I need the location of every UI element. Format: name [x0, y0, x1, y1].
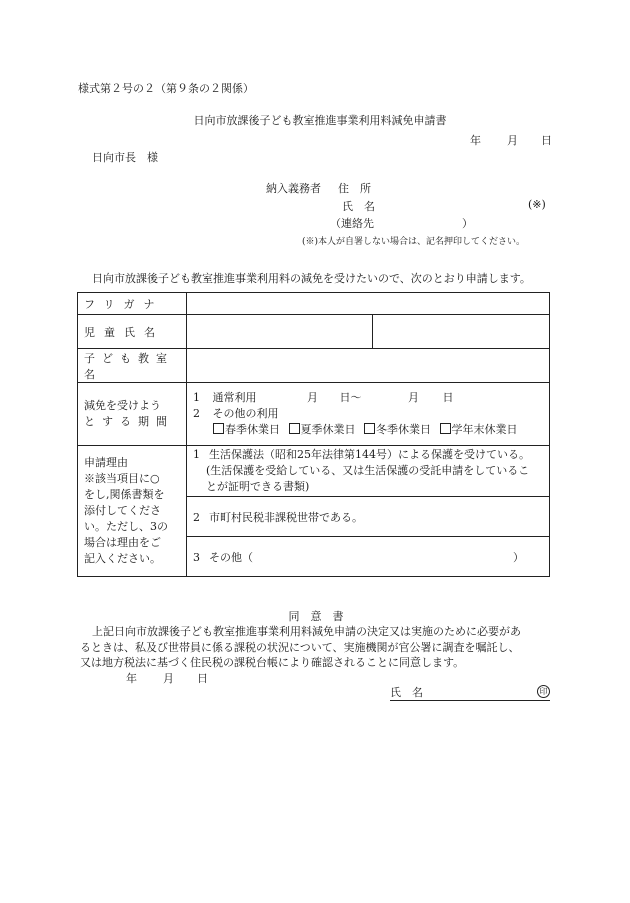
consent-day-label: 日 [197, 672, 208, 685]
date-month-label: 月 [507, 134, 518, 147]
child-name-row [78, 315, 550, 349]
date-year-label: 年 [470, 134, 481, 147]
intro-text: 日向市放課後子ども教室推進事業利用料の減免を受けたいので、次のとおり申請します。 [92, 272, 531, 285]
reason-option-3[interactable]: 3 その他（ ） [187, 537, 550, 577]
reason-row-1 [78, 446, 550, 497]
holiday-checkboxes [193, 422, 549, 438]
classroom-field[interactable] [187, 349, 550, 383]
checkbox-icon [440, 423, 451, 434]
period-row [78, 383, 550, 446]
furigana-row [78, 293, 550, 315]
checkbox-icon [364, 423, 375, 434]
name-label: 氏 名 [342, 200, 375, 213]
address-label: 住 所 [338, 182, 371, 195]
consent-body-line-3: 又は地方税法に基づく住民税の課税台帳により確認されることに同意します。 [80, 656, 465, 669]
summer-holiday-checkbox[interactable]: 夏季休業日 [289, 423, 356, 436]
contact-close: ） [462, 217, 473, 230]
form-title: 日向市放課後子ども教室推進事業利用料減免申請書 [193, 114, 447, 127]
addressee: 日向市長 様 [92, 151, 158, 164]
signature-note: (※)本人が自署しない場合は、記名押印してください。 [302, 237, 526, 247]
applicant-label: 納入義務者 [266, 182, 321, 195]
classroom-label: 子ども教室名 [78, 349, 187, 383]
checkbox-icon [213, 423, 224, 434]
classroom-row [78, 349, 550, 383]
child-name-label: 児童氏名 [78, 315, 187, 349]
normal-use-line: 1 通常利用 月 日～ 月 日 [193, 391, 454, 404]
form-number: 様式第２号の２（第９条の２関係） [78, 82, 254, 95]
consent-body-line-1: 上記日向市放課後子ども教室推進事業利用料減免申請の決定又は実施のために必要があ [92, 625, 521, 638]
consent-year-label: 年 [126, 672, 137, 685]
consent-name-label: 氏 名 [390, 686, 423, 699]
reason-option-1[interactable]: 1 生活保護法（昭和25年法律第144号）による保護を受けている。 (生活保護を受給している、又は生活保護の受託申請をしているこ とが証明できる書類) [187, 446, 550, 497]
name-mark: (※) [528, 198, 546, 211]
child-name-field-2[interactable] [373, 315, 550, 349]
furigana-label: フリガナ [78, 293, 187, 315]
other-use-line: 2 その他の利用 [193, 407, 279, 420]
consent-body-line-2: るときは、私及び世帯員に係る課税の状況について、実施機関が官公署に調査を嘱託し、 [80, 641, 520, 654]
seal-icon: 印 [537, 685, 550, 698]
winter-holiday-checkbox[interactable]: 冬季休業日 [364, 423, 431, 436]
reason-option-2[interactable]: 2 市町村民税非課税世帯である。 [187, 497, 550, 537]
consent-title: 同 意 書 [288, 610, 344, 623]
year-end-holiday-checkbox[interactable]: 学年末休業日 [440, 423, 518, 436]
consent-signature-line[interactable] [390, 684, 550, 701]
date-day-label: 日 [541, 134, 552, 147]
application-table [77, 292, 550, 577]
furigana-field[interactable] [187, 293, 550, 315]
contact-label: （連絡先 [330, 217, 374, 230]
period-label: 減免を受けよう とする期間 [78, 383, 187, 446]
consent-month-label: 月 [163, 672, 174, 685]
child-name-field-1[interactable] [187, 315, 373, 349]
spring-holiday-checkbox[interactable]: 春季休業日 [213, 423, 280, 436]
checkbox-icon [289, 423, 300, 434]
reason-label: 申請理由 ※該当項目に○ をし,関係書類を 添付してくださ い。ただし、3の 場合は理由をご 記入ください。 [78, 446, 187, 577]
period-options [187, 383, 550, 446]
